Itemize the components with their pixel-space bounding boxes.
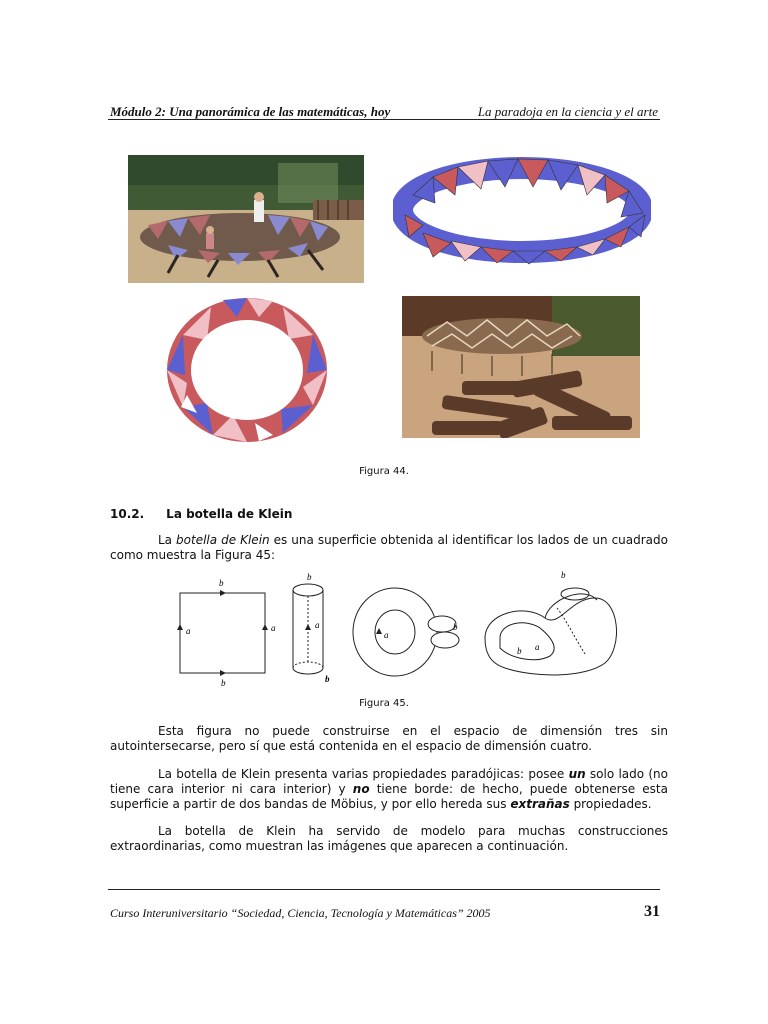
photo-playground-sculpture bbox=[128, 155, 364, 283]
running-header-right: La paradoja en la ciencia y el arte bbox=[477, 104, 658, 119]
properties-text-1: La botella de Klein presenta varias propiedades paradójicas: posee bbox=[158, 767, 569, 781]
label-b-cylinder-top: b bbox=[307, 572, 312, 582]
figure-45-klein-construction bbox=[165, 568, 625, 693]
paragraph-intro-text: La bbox=[158, 533, 177, 547]
paragraph-properties bbox=[110, 767, 668, 812]
paragraph-intro bbox=[110, 533, 668, 563]
term-botella-de-klein: botella de Klein bbox=[176, 533, 270, 547]
properties-text-2: solo lado (no tiene cara interior ni cara interior) y bbox=[110, 767, 668, 796]
emphasis-no: no bbox=[352, 782, 370, 796]
paragraph-intro-text-2: es una superficie obtenida al identificar los lados de un cuadrado como muestra la Figura 45: bbox=[110, 533, 668, 562]
footer-course-title: Curso Interuniversitario “Sociedad, Ciencia, Tecnología y Matemáticas” 2005 bbox=[110, 906, 491, 920]
emphasis-un: un bbox=[568, 767, 586, 781]
label-b-bottom: b bbox=[221, 678, 226, 688]
label-b-klein-top: b bbox=[561, 570, 566, 580]
photo-wooden-sculpture bbox=[402, 296, 640, 438]
label-a-torus: a bbox=[384, 630, 389, 640]
figure-45-caption: Figura 45. bbox=[359, 698, 409, 709]
label-a-cylinder: a bbox=[315, 620, 320, 630]
label-a-left: a bbox=[186, 626, 191, 636]
label-a-right: a bbox=[271, 623, 276, 633]
figure-44-caption: Figura 44. bbox=[359, 466, 409, 477]
illustration-triangle-ring bbox=[163, 295, 331, 445]
running-header-left: Módulo 2: Una panorámica de las matemáticas, hoy bbox=[110, 104, 391, 119]
page-number: 31 bbox=[644, 903, 660, 920]
section-title: La botella de Klein bbox=[166, 507, 293, 521]
section-number: 10.2. bbox=[110, 507, 145, 521]
paragraph-constructions: La botella de Klein ha servido de modelo para muchas construcciones extraordinarias, como muestran las imágenes que aparecen a continuación. bbox=[110, 824, 668, 853]
label-b-top: b bbox=[219, 578, 224, 588]
properties-text-3: tiene borde: de hecho, puede obtenerse esta superficie a partir de dos bandas de Möbius, y por ello hereda sus bbox=[110, 782, 668, 811]
footer-rule bbox=[108, 889, 660, 890]
label-b-cylinder-bottom: b bbox=[325, 674, 330, 684]
label-b-klein: b bbox=[517, 646, 522, 656]
emphasis-extranas: extrañas bbox=[510, 797, 570, 811]
properties-text-4: propiedades. bbox=[569, 797, 652, 811]
label-a-klein: a bbox=[535, 642, 540, 652]
header-rule bbox=[108, 119, 660, 120]
section-heading bbox=[110, 507, 314, 521]
paragraph-dimension: Esta figura no puede construirse en el espacio de dimensión tres sin autointersecarse, pero sí que está contenida en el espacio de dimensión cuatro. bbox=[110, 724, 668, 753]
label-b-torus: b bbox=[453, 622, 458, 632]
illustration-triangle-band bbox=[393, 155, 651, 265]
